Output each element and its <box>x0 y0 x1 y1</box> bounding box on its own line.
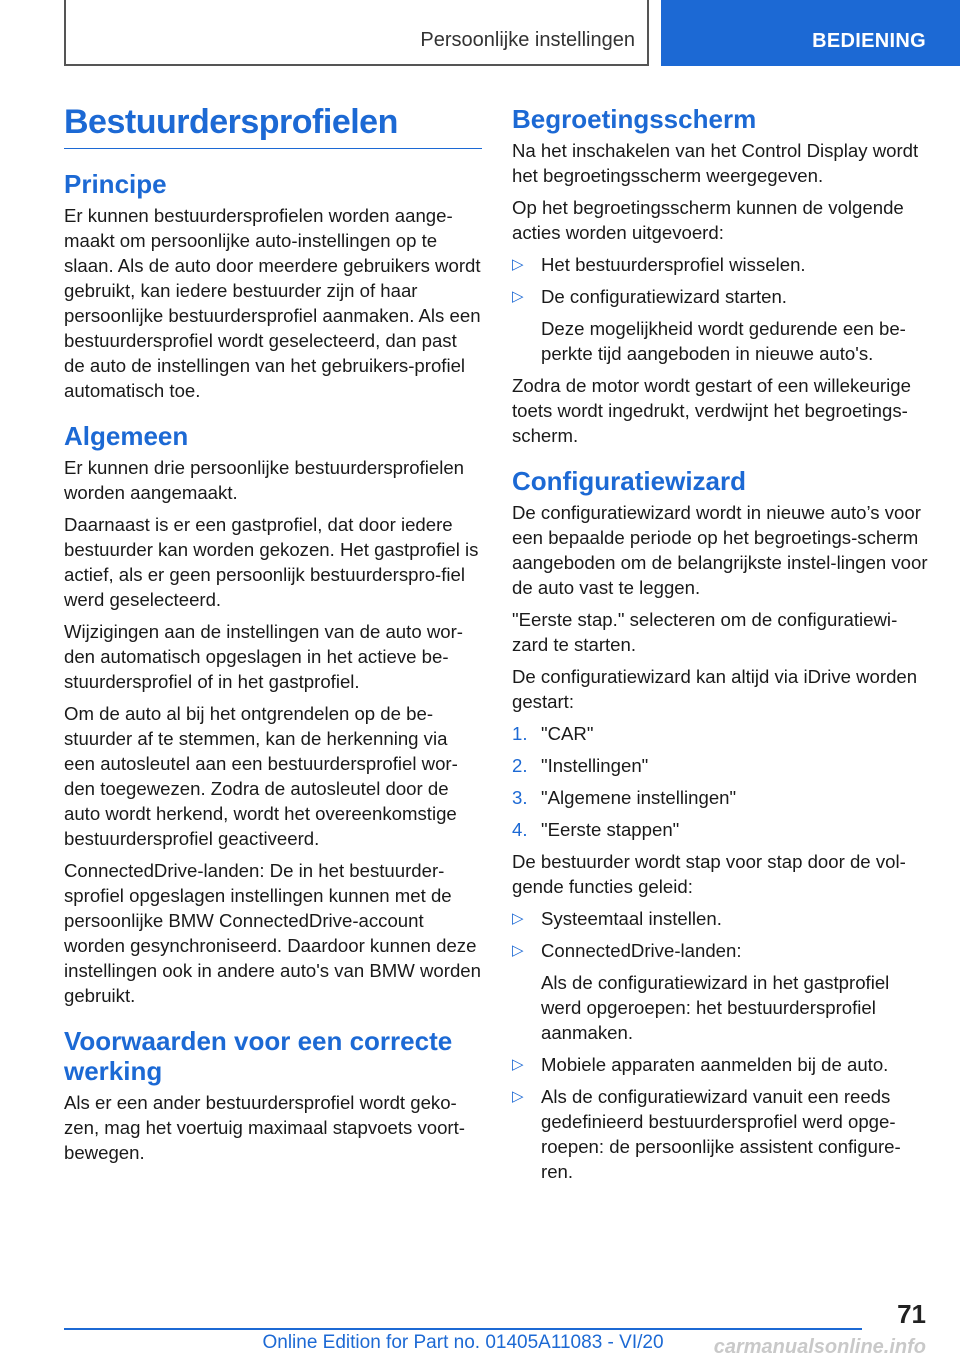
page-number: 71 <box>897 1299 926 1329</box>
paragraph: Daarnaast is er een gastprofiel, dat door iedere bestuurder kan worden gekozen. Het gastprofiel is actief, als er geen persoonlijk bestuurderspro-fiel werd geselecteerd. <box>64 514 479 610</box>
list-item-subtext: Als de configuratiewizard in het gastprofiel werd opgeroepen: het bestuurdersprofiel aanmaken. <box>541 972 890 1043</box>
paragraph: Er kunnen drie persoonlijke bestuurdersprofielen worden aangemaakt. <box>64 457 465 503</box>
paragraph: De configuratiewizard wordt in nieuwe auto’s voor een bepaalde periode op het begroetings-scherm aangeboden om de belangrijkste instel-lingen voor de auto vast te leggen. <box>512 502 928 598</box>
list-item-text: Als de configuratiewizard vanuit een reeds gedefinieerd bestuurdersprofiel werd opge-roepen: de persoonlijke assistent configure-ren. <box>541 1086 901 1182</box>
list-item-text: ConnectedDrive-landen: <box>541 940 742 961</box>
paragraph: Na het inschakelen van het Control Display wordt het begroetingsscherm weergegeven. <box>512 140 919 186</box>
bullet-list <box>512 906 930 1184</box>
steps-list <box>512 721 930 842</box>
triangle-right-outline-icon: ▷ <box>512 1056 524 1073</box>
paragraph: De bestuurder wordt stap voor stap door de vol-gende functies geleid: <box>512 851 906 897</box>
paragraph: Als er een ander bestuurdersprofiel wordt geko-zen, mag het voertuig maximaal stapvoets voort-bewegen. <box>64 1092 465 1163</box>
header-section-title: Persoonlijke instellingen <box>420 29 635 51</box>
triangle-right-outline-icon: ▷ <box>512 288 524 305</box>
step-number: 3. <box>512 787 528 808</box>
step-number: 4. <box>512 819 528 840</box>
watermark: carmanualsonline.info <box>713 1336 926 1358</box>
paragraph: Zodra de motor wordt gestart of een willekeurige toets wordt ingedrukt, verdwijnt het begroetings-scherm. <box>512 375 911 446</box>
list-item-text: De configuratiewizard starten. <box>541 286 787 307</box>
step-item <box>512 817 930 842</box>
step-text: "Instellingen" <box>541 755 649 776</box>
list-item-subtext: Deze mogelijkheid wordt gedurende een be-perkte tijd aangeboden in nieuwe auto's. <box>541 318 906 364</box>
step-item <box>512 753 930 778</box>
step-item <box>512 785 930 810</box>
header-chapter-title: BEDIENING <box>812 30 926 52</box>
header-chapter-box <box>661 0 960 66</box>
paragraph: Om de auto al bij het ontgrendelen op de be-stuurder af te stemmen, kan de herkenning via een autosleutel aan een bestuurdersprofiel wor-den toegewezen. Zodra de autosleutel door de auto wordt herkend, wordt het overeenkomstige bestuurdersprofiel geactiveerd. <box>64 703 458 849</box>
triangle-right-outline-icon: ▷ <box>512 910 524 927</box>
heading-algemeen: Algemeen <box>64 421 189 451</box>
paragraph: De configuratiewizard kan altijd via iDrive worden gestart: <box>512 666 918 712</box>
step-number: 2. <box>512 755 528 776</box>
paragraph: Er kunnen bestuurdersprofielen worden aange-maakt om persoonlijke auto-instellingen op te slaan. Als de auto door meerdere gebruikers wordt gebruikt, kan iedere bestuurder zijn of haar persoonlijke bestuurdersprofiel aanmaken. Als een bestuurdersprofiel wordt geselecteerd, dan past de auto de instellingen van het gebruikers-profiel automatisch toe. <box>64 205 481 401</box>
step-text: "CAR" <box>541 723 594 744</box>
left-column <box>64 100 482 1172</box>
triangle-right-outline-icon: ▷ <box>512 1088 524 1105</box>
list-item-text: Systeemtaal instellen. <box>541 908 722 929</box>
step-number: 1. <box>512 723 528 744</box>
paragraph: "Eerste stap." selecteren om de configuratiewi-zard te starten. <box>512 609 898 655</box>
paragraph: Wijzigingen aan de instellingen van de auto wor-den automatisch opgeslagen in het actieve be-stuurdersprofiel of in het gastprofiel. <box>64 621 463 692</box>
step-text: "Algemene instellingen" <box>541 787 737 808</box>
list-item <box>512 1052 930 1077</box>
list-item <box>512 1084 930 1184</box>
list-item-text: Mobiele apparaten aanmelden bij de auto. <box>541 1054 889 1075</box>
footer-edition: Online Edition for Part no. 01405A11083 - VI/20 <box>262 1332 664 1353</box>
triangle-right-outline-icon: ▷ <box>512 942 524 959</box>
list-item <box>512 252 930 277</box>
list-item-text: Het bestuurdersprofiel wisselen. <box>541 254 806 275</box>
heading-principe: Principe <box>64 169 167 199</box>
right-column <box>512 100 930 1191</box>
footer-divider <box>64 1328 862 1330</box>
list-item <box>512 906 930 931</box>
paragraph: ConnectedDrive-landen: De in het bestuurder-sprofiel opgeslagen instellingen kunnen met de persoonlijke BMW ConnectedDrive-account worden gesynchroniseerd. Daardoor kunnen deze instellingen ook in andere auto's van BMW worden gebruikt. <box>64 860 481 1006</box>
bullet-list <box>512 252 930 366</box>
heading-configuratiewizard: Configuratiewizard <box>512 466 747 496</box>
page-title: Bestuurdersprofielen <box>64 100 482 149</box>
paragraph: Op het begroetingsscherm kunnen de volgende acties worden uitgevoerd: <box>512 197 904 243</box>
step-text: "Eerste stappen" <box>541 819 680 840</box>
step-item <box>512 721 930 746</box>
list-item <box>512 284 930 366</box>
triangle-right-outline-icon: ▷ <box>512 256 524 273</box>
header-section-box <box>64 0 649 66</box>
list-item <box>512 938 930 1045</box>
heading-voorwaarden: Voorwaarden voor een correcte werking <box>64 1026 453 1086</box>
heading-begroetingsscherm: Begroetingsscherm <box>512 104 757 134</box>
